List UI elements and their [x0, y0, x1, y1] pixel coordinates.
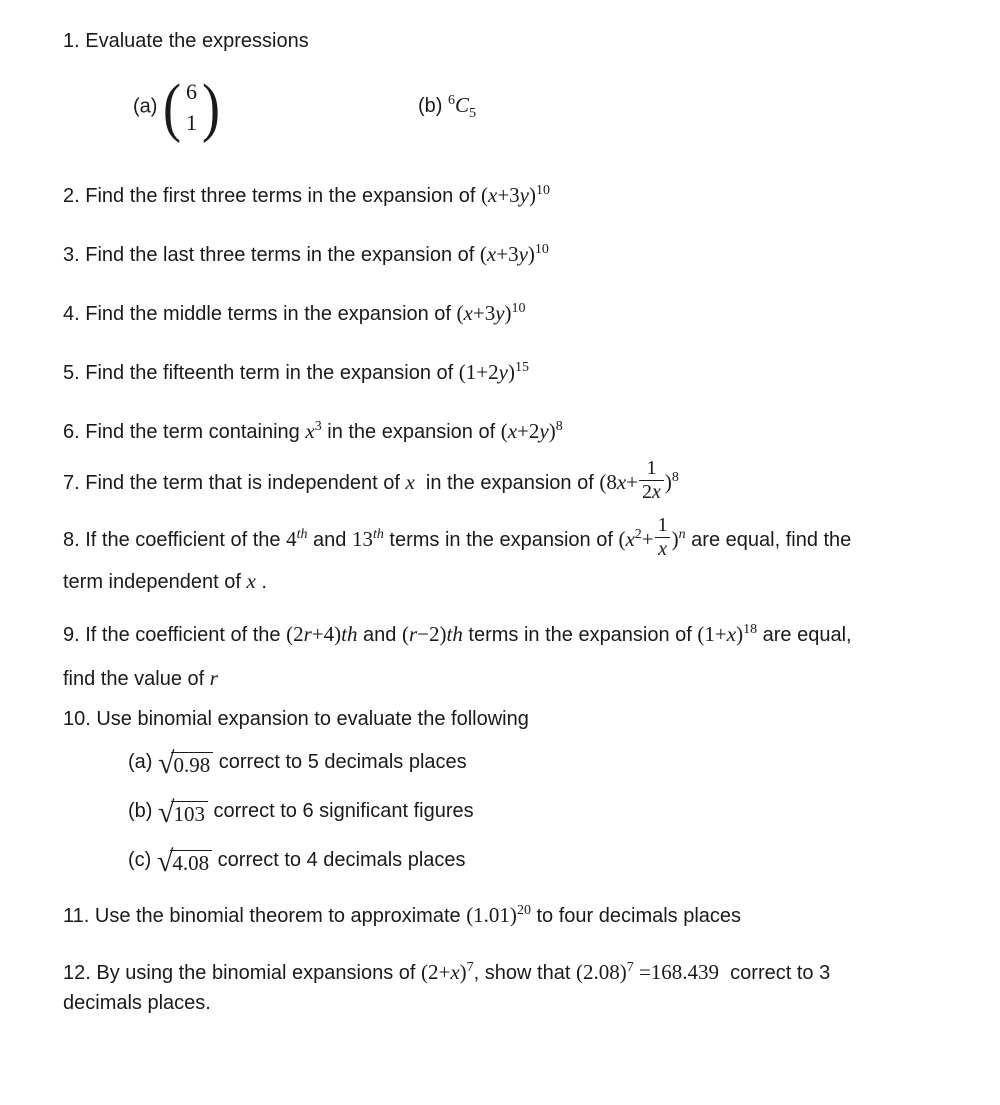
- text-run: 4. Find the middle terms in the expansion of: [63, 303, 457, 325]
- text-run: 3. Find the last three terms in the expansion of: [63, 244, 480, 266]
- math-variable: C: [455, 93, 470, 117]
- math-expression: ): [664, 469, 672, 494]
- math-variable: x: [507, 419, 518, 443]
- question-10: [63, 706, 1000, 733]
- question-6: [63, 413, 1000, 446]
- text-run: 8. If the coefficient of the: [63, 528, 287, 551]
- question-9-line-1: [63, 616, 1000, 649]
- math-fraction: [639, 457, 664, 504]
- binomial-top: 6: [185, 79, 197, 104]
- math-expression: (1.01): [466, 903, 517, 927]
- text-run: 1. Evaluate the expressions: [63, 30, 309, 52]
- question-1-item-a: [133, 70, 220, 144]
- math-variable: y: [539, 419, 549, 443]
- paren-right-icon: ): [201, 70, 220, 144]
- math-expression: 13: [351, 526, 373, 551]
- math-expression: =168.439: [633, 960, 720, 984]
- fraction-denominator: [655, 537, 670, 561]
- math-variable: x: [463, 301, 473, 325]
- math-variable: x: [625, 526, 635, 551]
- text-run: (a): [133, 95, 163, 118]
- math-superscript: 7: [466, 960, 474, 975]
- text-run: correct to 3: [719, 962, 831, 984]
- math-superscript: 8: [555, 419, 563, 434]
- text-run: in the expansion of: [321, 421, 501, 443]
- text-run: 7. Find the term that is independent of: [63, 471, 406, 494]
- question-3: [63, 236, 1000, 269]
- binomial-coefficient: [163, 70, 220, 144]
- text-run: (b): [128, 800, 158, 822]
- fraction-numerator: 1: [646, 457, 657, 479]
- text-run: terms in the expansion of: [462, 624, 698, 646]
- math-fraction: [655, 514, 671, 561]
- math-variable: x: [658, 538, 668, 560]
- text-run: find the value of: [63, 668, 210, 690]
- question-8-line-1: [63, 514, 1000, 564]
- text-run: 9. If the coefficient of the: [63, 624, 287, 646]
- math-variable: x: [246, 569, 256, 593]
- square-root: [157, 847, 212, 877]
- math-variable: x: [488, 183, 498, 207]
- math-expression: (r−2)th: [401, 622, 463, 646]
- question-10-item-c: [128, 847, 1000, 877]
- math-variable: y: [519, 183, 529, 207]
- square-root: [158, 749, 213, 779]
- text-run: to four decimals places: [530, 905, 742, 927]
- math-variable: y: [495, 301, 505, 325]
- question-9-line-2: [63, 665, 1000, 693]
- math-variable: x: [652, 481, 661, 503]
- math-expression: [405, 470, 414, 494]
- math-expression: 4: [286, 526, 297, 551]
- square-root: [158, 798, 208, 828]
- math-superscript: [297, 527, 308, 542]
- question-2: [63, 177, 1000, 210]
- radical-icon: √: [158, 747, 175, 780]
- text-run: correct to 5 decimals places: [213, 751, 467, 773]
- binomial-bottom: 1: [185, 110, 197, 135]
- text-run: (a): [128, 751, 158, 773]
- math-expression: +: [641, 526, 654, 551]
- math-variable: x: [450, 960, 460, 984]
- question-1-item-b: [418, 87, 476, 127]
- text-run: 12. By using the binomial expansions of: [63, 962, 421, 984]
- radicand: 103: [171, 801, 208, 826]
- text-run: (c): [128, 849, 157, 871]
- text-run: terms in the expansion of: [383, 528, 619, 551]
- math-superscript: 15: [514, 360, 529, 375]
- math-expression: (x+3y): [479, 242, 535, 266]
- math-variable: y: [498, 360, 508, 384]
- text-run: are equal,: [757, 624, 852, 646]
- math-expression: (x+3y): [481, 183, 536, 207]
- math-superscript: 6: [448, 93, 455, 108]
- math-expression: (x+2y): [500, 419, 556, 443]
- radicand: 4.08: [170, 850, 212, 875]
- math-expression: (2r+4)th: [286, 622, 358, 646]
- math-superscript: 2: [634, 526, 642, 542]
- math-superscript: [373, 527, 384, 542]
- text-run: .: [255, 571, 267, 593]
- math-superscript: 3: [314, 419, 322, 434]
- fraction-denominator: 2x: [639, 480, 664, 504]
- fraction-numerator: 1: [657, 514, 668, 536]
- text-run: , show that: [473, 962, 576, 984]
- text-run: 6. Find the term containing: [63, 421, 306, 443]
- text-run: are equal, find the: [685, 528, 852, 551]
- math-superscript: 10: [536, 183, 550, 198]
- math-expression: (1+x): [697, 622, 744, 646]
- math-variable: y: [518, 242, 528, 266]
- paren-left-icon: (: [163, 70, 181, 144]
- text-run: decimals places.: [63, 992, 211, 1014]
- math-variable: th: [446, 622, 463, 646]
- math-expression: ): [671, 526, 679, 551]
- math-variable: x: [405, 469, 415, 494]
- text-run: and: [357, 624, 402, 646]
- math-superscript: 18: [743, 622, 758, 637]
- math-expression: [455, 93, 469, 117]
- math-variable: th: [372, 526, 384, 542]
- question-11: [63, 897, 1000, 930]
- text-run: correct to 4 decimals places: [212, 849, 466, 871]
- math-expression: (8x+: [599, 469, 639, 494]
- text-run: in the expansion of: [414, 471, 600, 494]
- text-run: 11. Use the binomial theorem to approximate: [63, 905, 467, 927]
- math-expression: (x: [618, 526, 635, 551]
- binomial-column: [181, 76, 202, 138]
- math-variable: th: [341, 622, 358, 646]
- text-run: term independent of: [63, 571, 247, 593]
- text-run: and: [307, 528, 352, 551]
- math-superscript: 20: [516, 903, 531, 918]
- math-superscript: 8: [671, 469, 679, 485]
- question-12-line-1: [63, 954, 1000, 987]
- text-run: 10. Use binomial expansion to evaluate the following: [63, 708, 529, 730]
- text-run: (b): [418, 95, 448, 117]
- math-expression: (2+x): [421, 960, 467, 984]
- math-expression: [210, 666, 218, 690]
- text-run: correct to 6 significant figures: [207, 800, 474, 822]
- math-variable: th: [296, 526, 308, 542]
- math-expression: (1+2y): [458, 360, 515, 384]
- question-1: [63, 28, 1000, 55]
- math-expression: [305, 419, 314, 443]
- text-run: 2. Find the first three terms in the expansion of: [63, 185, 481, 207]
- question-7: [63, 457, 1000, 507]
- math-expression: [246, 569, 255, 593]
- math-variable: n: [678, 526, 686, 542]
- question-5: [63, 354, 1000, 387]
- question-10-item-b: [128, 798, 1000, 828]
- math-subscript: 5: [469, 106, 477, 121]
- math-variable: x: [486, 242, 497, 266]
- math-superscript: 10: [534, 242, 549, 257]
- math-variable: r: [408, 622, 418, 646]
- question-4: [63, 295, 1000, 328]
- question-8-line-2: [63, 568, 1000, 596]
- math-superscript: 7: [626, 960, 634, 975]
- math-variable: x: [305, 419, 315, 443]
- math-variable: r: [209, 666, 218, 690]
- radicand: 0.98: [171, 752, 213, 777]
- math-variable: r: [303, 622, 312, 646]
- text-run: 5. Find the fifteenth term in the expansion of: [63, 362, 459, 384]
- question-1-parts: [0, 63, 1000, 151]
- question-12-line-2: [63, 990, 1000, 1017]
- math-superscript: [679, 527, 686, 542]
- radical-icon: √: [156, 845, 174, 878]
- math-expression: (2.08): [575, 960, 627, 984]
- math-variable: x: [726, 622, 737, 646]
- question-10-item-a: [128, 749, 1000, 779]
- math-expression: (x+3y): [456, 301, 512, 325]
- radical-icon: √: [158, 796, 175, 829]
- math-variable: x: [616, 469, 627, 494]
- math-superscript: 10: [511, 301, 526, 316]
